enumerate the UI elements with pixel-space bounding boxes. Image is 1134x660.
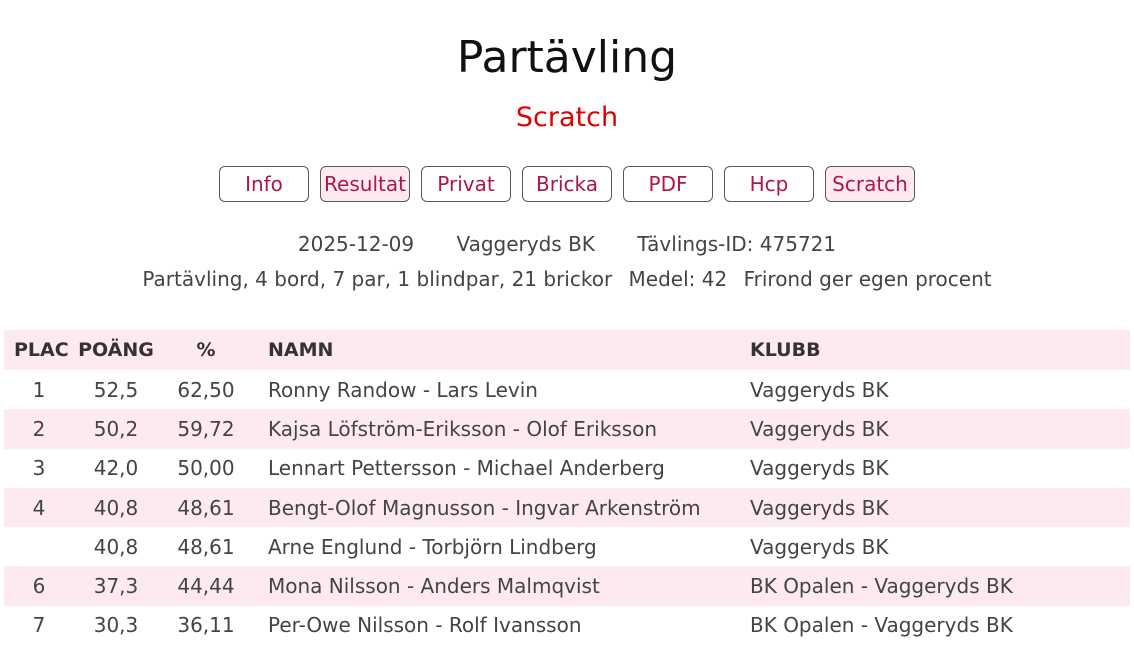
cell-plac: 4 [32,495,46,520]
page-title: Partävling [456,32,678,83]
scratch-button[interactable]: Scratch [825,166,915,202]
header-poang[interactable]: POÄNG [78,339,154,361]
header-plac[interactable]: PLAC [14,339,69,361]
hcp-button[interactable]: Hcp [724,166,814,202]
header-klubb[interactable]: KLUBB [750,339,821,361]
cell-plac: 1 [32,377,46,402]
table-row[interactable] [4,488,1130,527]
bricka-button[interactable]: Bricka [522,166,612,202]
page-subtitle: Scratch [515,102,619,133]
cell-namn[interactable]: Lennart Pettersson - Michael Anderberg [268,456,665,481]
table-row[interactable] [4,409,1130,448]
cell-namn[interactable]: Arne Englund - Torbjörn Lindberg [268,534,597,559]
header-namn[interactable]: NAMN [268,339,334,361]
cell-plac: 7 [32,613,46,638]
competition-rule: Frirond ger egen procent [743,267,992,291]
cell-poang: 37,3 [93,574,139,599]
competition-meta [0,230,1134,258]
cell-klubb: Vaggeryds BK [750,456,889,481]
nav-button-row [0,166,1134,202]
cell-percent: 50,00 [177,456,235,481]
cell-klubb: Vaggeryds BK [750,534,889,559]
cell-poang: 50,2 [93,416,139,441]
cell-percent: 36,11 [177,613,235,638]
cell-klubb: BK Opalen - Vaggeryds BK [750,574,1013,599]
cell-poang: 42,0 [93,456,139,481]
table-row[interactable] [4,370,1130,409]
cell-namn[interactable]: Ronny Randow - Lars Levin [268,377,538,402]
cell-plac: 6 [32,574,46,599]
cell-percent: 48,61 [177,534,235,559]
header-percent[interactable]: % [196,339,216,361]
competition-id: Tävlings-ID: 475721 [637,232,837,256]
cell-poang: 30,3 [93,613,139,638]
competition-details [0,265,1134,293]
table-row[interactable] [4,606,1130,645]
cell-poang: 40,8 [93,495,139,520]
competition-club: Vaggeryds BK [456,232,595,256]
cell-namn[interactable]: Bengt-Olof Magnusson - Ingvar Arkenström [268,495,701,520]
cell-klubb: Vaggeryds BK [750,416,889,441]
cell-percent: 48,61 [177,495,235,520]
results-table [4,330,1130,645]
cell-plac [4,527,74,566]
cell-klubb: Vaggeryds BK [750,377,889,402]
cell-namn[interactable]: Mona Nilsson - Anders Malmqvist [268,574,600,599]
cell-plac: 3 [32,456,46,481]
competition-average: Medel: 42 [628,267,728,291]
table-row[interactable] [4,527,1130,566]
cell-percent: 44,44 [177,574,235,599]
competition-format: Partävling, 4 bord, 7 par, 1 blindpar, 21 brickor [142,267,613,291]
competition-date: 2025-12-09 [297,232,415,256]
cell-percent: 59,72 [177,416,235,441]
pdf-button[interactable]: PDF [623,166,713,202]
resultat-button[interactable]: Resultat [320,166,410,202]
cell-namn[interactable]: Per-Owe Nilsson - Rolf Ivansson [268,613,582,638]
cell-poang: 52,5 [93,377,139,402]
privat-button[interactable]: Privat [421,166,511,202]
cell-namn[interactable]: Kajsa Löfström-Eriksson - Olof Eriksson [268,416,658,441]
cell-klubb: Vaggeryds BK [750,495,889,520]
cell-poang: 40,8 [93,534,139,559]
cell-klubb: BK Opalen - Vaggeryds BK [750,613,1013,638]
table-row[interactable] [4,449,1130,488]
cell-percent: 62,50 [177,377,235,402]
cell-plac: 2 [32,416,46,441]
table-header-row [4,330,1130,370]
info-button[interactable]: Info [219,166,309,202]
table-row[interactable] [4,566,1130,605]
